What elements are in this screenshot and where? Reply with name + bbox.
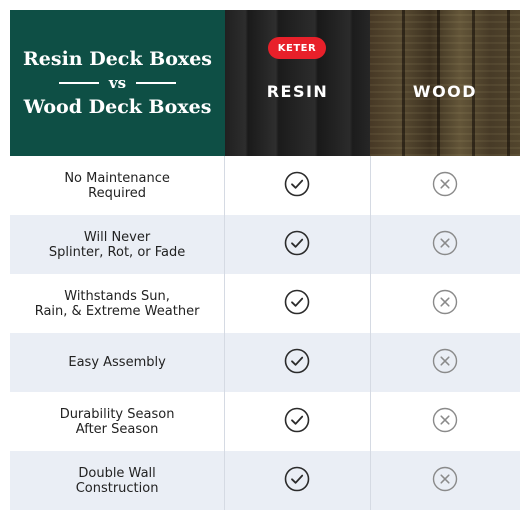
check-icon [284, 230, 310, 260]
comparison-row [10, 215, 520, 274]
feature-cell [10, 333, 225, 392]
resin-cell [225, 274, 370, 333]
comparison-row [10, 392, 520, 451]
wood-label: WOOD [412, 82, 478, 101]
check-icon [284, 171, 310, 201]
x-icon [432, 230, 458, 260]
comparison-rows [10, 156, 520, 510]
keter-logo: KETER [268, 37, 326, 59]
wood-cell [371, 333, 520, 392]
title-line-2: vs [108, 74, 127, 92]
wood-cell [371, 392, 520, 451]
title-vs-row [59, 72, 176, 94]
chart-header [10, 10, 520, 156]
title-line-3: Wood Deck Boxes [23, 96, 212, 118]
wood-cell [371, 156, 520, 215]
check-icon [284, 407, 310, 437]
wood-column-header [370, 10, 520, 156]
resin-cell [225, 156, 370, 215]
feature-cell [10, 156, 225, 215]
comparison-row [10, 333, 520, 392]
title-rule-left [59, 82, 99, 84]
comparison-row [10, 274, 520, 333]
title-rule-right [136, 82, 176, 84]
x-icon [432, 407, 458, 437]
x-icon [432, 348, 458, 378]
feature-label: Double Wall Construction [75, 465, 159, 496]
feature-label: Easy Assembly [68, 355, 166, 370]
wood-cell [371, 274, 520, 333]
x-icon [432, 466, 458, 496]
check-icon [284, 466, 310, 496]
wood-cell [371, 451, 520, 510]
wood-cell [371, 215, 520, 274]
resin-cell [225, 451, 370, 510]
resin-cell [225, 392, 370, 451]
feature-cell [10, 392, 225, 451]
resin-cell [225, 215, 370, 274]
check-icon [284, 348, 310, 378]
resin-cell [225, 333, 370, 392]
resin-column-header [225, 10, 370, 156]
comparison-row [10, 156, 520, 215]
x-icon [432, 289, 458, 319]
resin-label: RESIN [266, 82, 329, 101]
x-icon [432, 171, 458, 201]
header-title-block [10, 10, 225, 156]
feature-cell [10, 451, 225, 510]
feature-label: Withstands Sun, Rain, & Extreme Weather [34, 288, 200, 319]
title-line-1: Resin Deck Boxes [23, 48, 212, 70]
feature-label: Durability Season After Season [59, 406, 175, 437]
feature-label: Will Never Splinter, Rot, or Fade [48, 229, 186, 260]
feature-cell [10, 274, 225, 333]
feature-label: No Maintenance Required [64, 170, 170, 201]
check-icon [284, 289, 310, 319]
feature-cell [10, 215, 225, 274]
comparison-row [10, 451, 520, 510]
